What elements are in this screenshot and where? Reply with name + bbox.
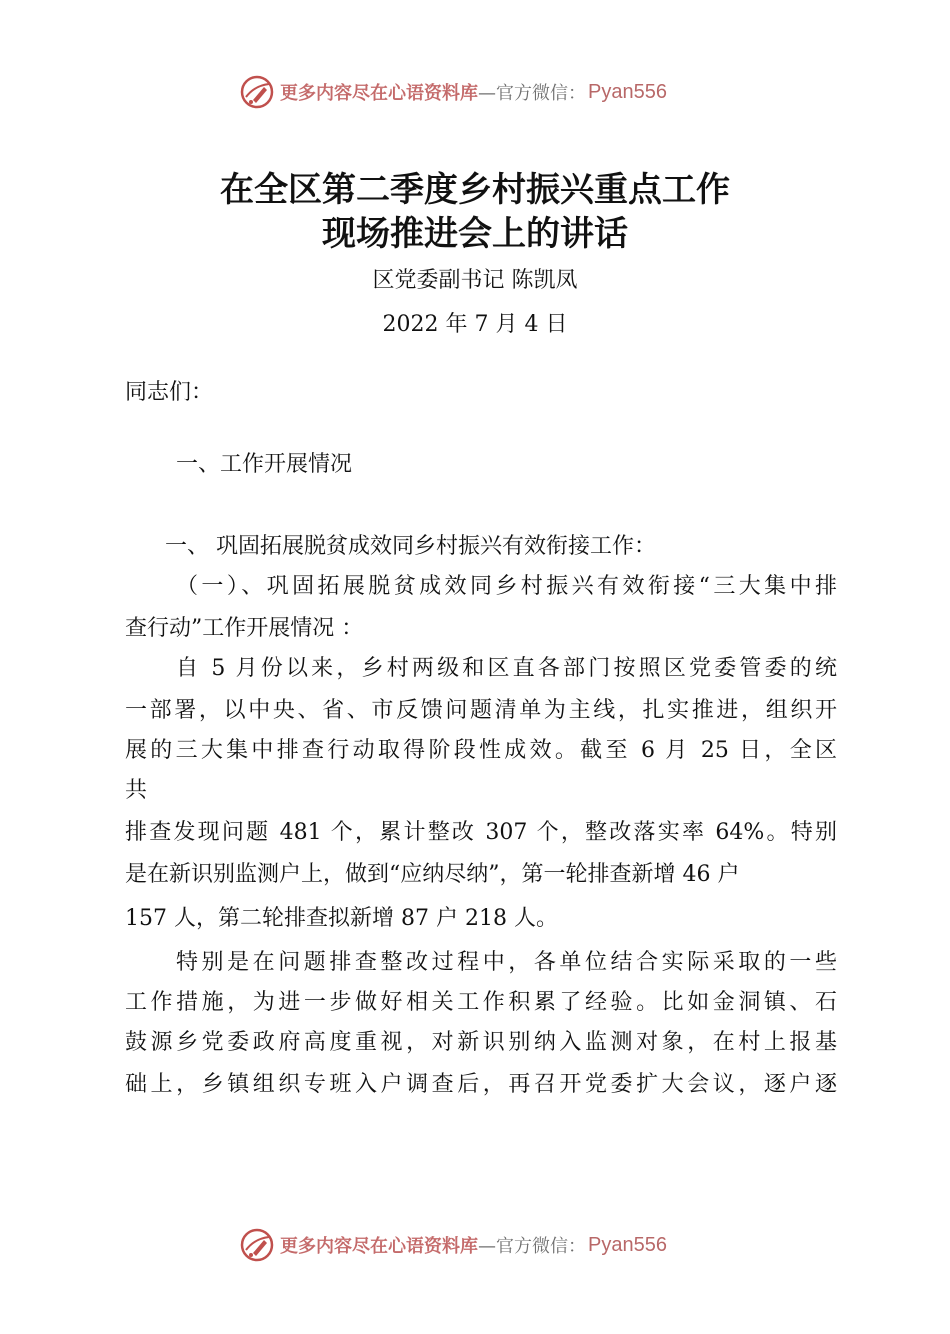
paragraph-line: 157 人，第二轮排查拟新增 87 户 218 人。 — [125, 906, 558, 931]
paragraph-line: 础上，乡镇组织专班入户调查后，再召开党委扩大会议，逐户逐 — [125, 1072, 837, 1097]
document-author: 区党委副书记 陈凯凤 — [372, 268, 578, 293]
section-heading: 一、工作开展情况 — [176, 452, 353, 477]
paragraph-line: 共 — [125, 778, 148, 803]
paragraph-line: 查行动”工作开展情况 ： — [125, 616, 364, 641]
watermark-header — [240, 72, 667, 112]
pen-logo-icon — [240, 1228, 274, 1262]
document-title-line-1: 在全区第二季度乡村振兴重点工作 — [220, 170, 730, 210]
paragraph-line: （一）、巩固拓展脱贫成效同乡村振兴有效衔接“三大集中排 — [176, 574, 837, 599]
document-date: 2022 年 7 月 4 日 — [382, 312, 568, 337]
watermark-wechat-id: Pyan556 — [588, 1233, 667, 1256]
watermark-footer — [240, 1225, 667, 1265]
watermark-wechat-id: Pyan556 — [588, 80, 667, 103]
watermark-separator-text: —官方微信： — [478, 1236, 586, 1257]
pen-logo-icon — [240, 75, 274, 109]
paragraph-line: 展的三大集中排查行动取得阶段性成效。截至 6 月 25 日，全区 — [125, 738, 837, 763]
paragraph-line: 鼓源乡党委政府高度重视，对新识别纳入监测对象，在村上报基 — [125, 1030, 837, 1055]
watermark-main-text: 更多内容尽在心语资料库 — [280, 1236, 478, 1257]
subsection-heading: 一、 巩固拓展脱贫成效同乡村振兴有效衔接工作： — [165, 534, 656, 559]
paragraph-line: 自 5 月份以来，乡村两级和区直各部门按照区党委管委的统 — [176, 656, 837, 681]
paragraph-line: 排查发现问题 481 个，累计整改 307 个，整改落实率 64%。特别 — [125, 820, 837, 845]
paragraph-line: 一部署，以中央、省、市反馈问题清单为主线，扎实推进，组织开 — [125, 698, 837, 723]
watermark-main-text: 更多内容尽在心语资料库 — [280, 83, 478, 104]
salutation: 同志们： — [125, 380, 214, 405]
paragraph-line: 是在新识别监测户上，做到“应纳尽纳”，第一轮排查新增 46 户 — [125, 862, 740, 887]
paragraph-line: 工作措施，为进一步做好相关工作积累了经验。比如金洞镇、石 — [125, 990, 837, 1015]
watermark-separator-text: —官方微信： — [478, 83, 586, 104]
document-title-line-2: 现场推进会上的讲话 — [322, 214, 628, 254]
paragraph-line: 特别是在问题排查整改过程中，各单位结合实际采取的一些 — [176, 950, 837, 975]
